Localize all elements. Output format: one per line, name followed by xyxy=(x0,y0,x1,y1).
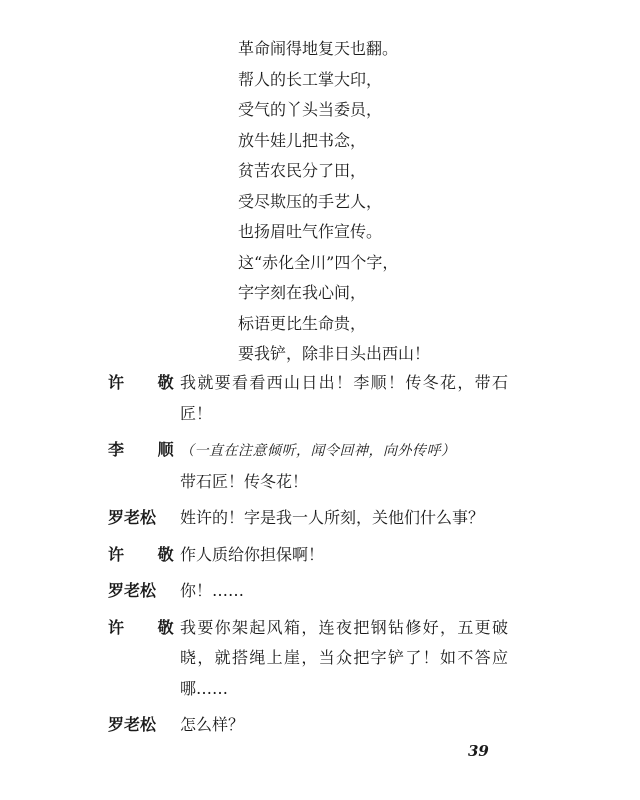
dialogue-row xyxy=(108,613,508,705)
page-number: 39 xyxy=(468,742,489,760)
dialogue-row xyxy=(108,576,508,607)
dialogue-row xyxy=(108,540,508,571)
dialogue-row xyxy=(108,435,508,497)
speech-text: 怎么样？ xyxy=(180,715,245,734)
verse-line: 贫苦农民分了田， xyxy=(238,161,367,180)
verse-line: 标语更比生命贵， xyxy=(238,313,367,333)
speech-text: 你！…… xyxy=(180,581,245,600)
speaker-name: 许 敬 xyxy=(108,373,188,392)
verse-line: 帮人的长工掌大印， xyxy=(238,69,383,89)
dialogue-row xyxy=(108,368,508,429)
speaker-name: 李 顺 xyxy=(108,440,188,459)
speaker-name: 罗老松 xyxy=(108,508,157,527)
dialogue-row xyxy=(108,710,508,741)
verse-block xyxy=(238,34,430,370)
verse-line: 这“赤化全川”四个字， xyxy=(238,252,399,272)
verse-line: 革命闹得地复天也翻。 xyxy=(238,39,399,58)
speaker-name: 罗老松 xyxy=(108,715,157,734)
speech-text: 姓许的！字是我一人所刻，关他们什么事？ xyxy=(180,508,485,527)
speaker-name: 许 敬 xyxy=(108,617,188,637)
speaker-name: 罗老松 xyxy=(108,581,157,600)
speech-text: 带石匠！传冬花！ xyxy=(180,471,309,491)
verse-line: 受气的丫头当委员， xyxy=(238,100,383,119)
verse-line: 要我铲，除非日头出西山！ xyxy=(238,344,431,363)
speech-content xyxy=(180,435,508,497)
dialogue-row xyxy=(108,503,508,534)
verse-line: 也扬眉吐气作宣传。 xyxy=(238,222,383,241)
speaker-name: 许 敬 xyxy=(108,544,188,564)
stage-direction: （一直在注意倾听，闻令回神，向外传呼） xyxy=(180,443,456,459)
verse-line: 字字刻在我心间， xyxy=(238,283,367,302)
speech-text: 我就要看看西山日出！李顺！传冬花，带石匠！ xyxy=(180,373,508,423)
speech-text: 作人质给你担保啊！ xyxy=(180,544,325,564)
dialogue-block xyxy=(108,368,508,747)
verse-line: 受尽欺压的手艺人， xyxy=(238,191,383,211)
speech-text: 我要你架起风箱，连夜把钢钻修好，五更破晓，就搭绳上崖，当众把字铲了！如不答应哪…… xyxy=(180,617,508,698)
verse-line: 放牛娃儿把书念， xyxy=(238,130,367,150)
